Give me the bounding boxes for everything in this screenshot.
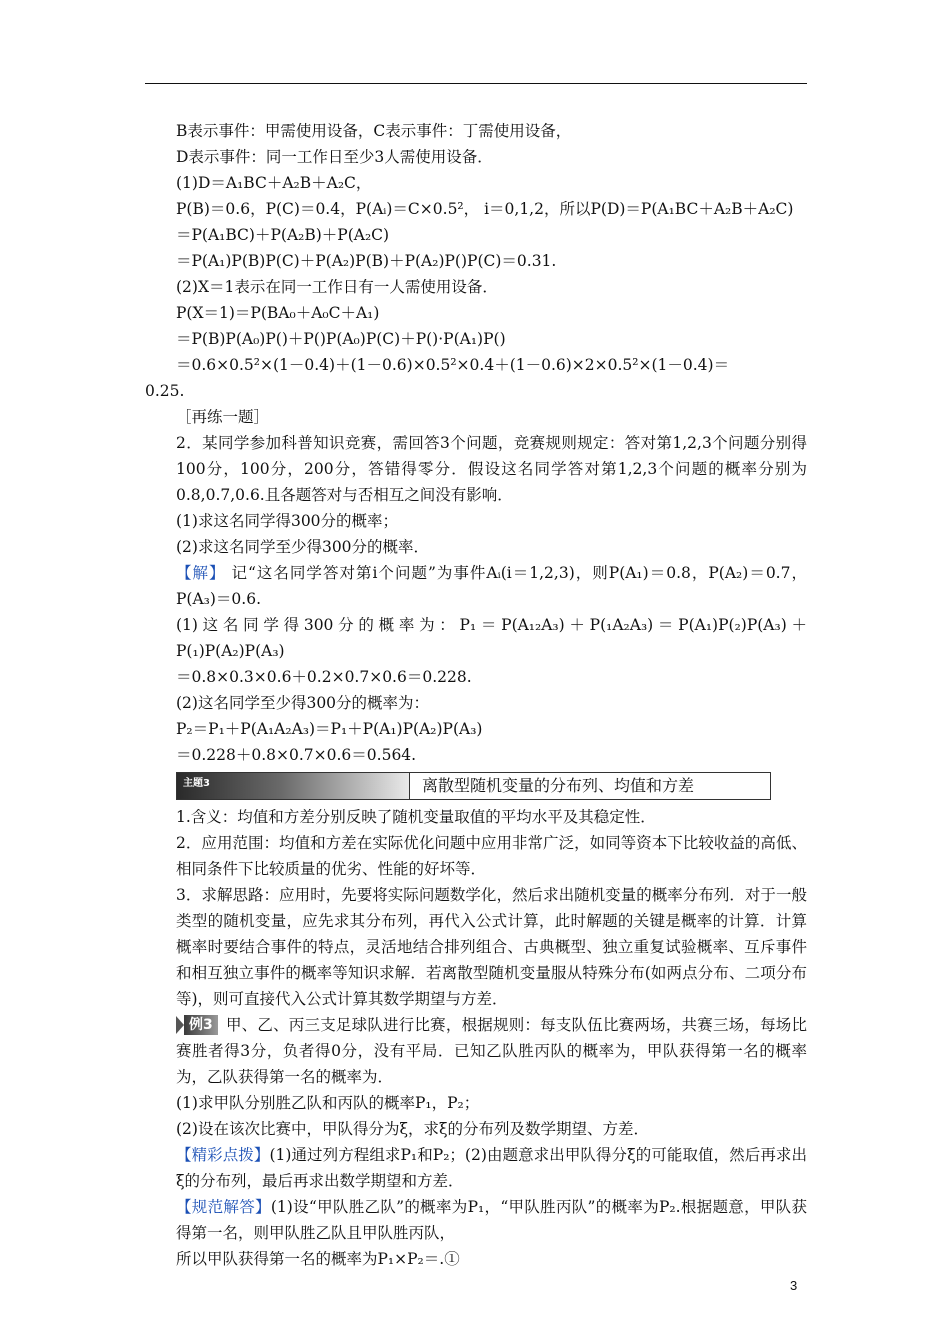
example-label: 例3 xyxy=(184,1015,218,1035)
example-sub: (1)求甲队分别胜乙队和丙队的概率P₁，P₂； xyxy=(176,1094,480,1112)
paragraph: 1.含义：均值和方差分别反映了随机变量取值的平均水平及其稳定性． xyxy=(176,808,656,826)
topic-title: 离散型随机变量的分布列、均值和方差 xyxy=(409,773,770,799)
page-number: 3 xyxy=(790,1278,798,1293)
text-line: ＝P(A₁)P(B)P(C)＋P(A₂)P(B)＋P(A₂)P()P(C)＝0.31. xyxy=(176,252,557,270)
example-text: 甲、乙、丙三支足球队进行比赛，根据规则：每支队伍比赛两场，共赛三场，每场比赛胜者得3分，负者得0分，没有平局．已知乙队胜丙队的概率为，甲队获得第一名的概率为，乙队获得第一名的概率为． xyxy=(176,1016,807,1086)
solution-tag: 【解】 xyxy=(176,564,226,582)
text-line: 0.25. xyxy=(145,382,185,400)
answer-tag: 【规范解答】 xyxy=(176,1198,271,1216)
answer-paragraph xyxy=(145,1194,807,1246)
hint-tag: 【精彩点拨】 xyxy=(176,1146,270,1164)
text-line: (2)X＝1表示在同一工作日有一人需使用设备． xyxy=(176,278,498,296)
solution-line: P₂＝P₁＋P(A₁A₂A₃)＝P₁＋P(A₁)P(A₂)P(A₃) xyxy=(176,720,483,738)
example-badge xyxy=(176,1015,218,1035)
example-paragraph xyxy=(145,1012,807,1090)
text-line: D表示事件：同一工作日至少3人需使用设备． xyxy=(176,148,493,166)
text-line: ＝0.6×0.5²×(1－0.4)＋(1－0.6)×0.5²×0.4＋(1－0.6)×2×0.5²×(1－0.4)＝ xyxy=(176,356,730,374)
solution-line: (1)这名同学得300分的概率为：P₁＝P(A₁₂A₃)＋P(₁A₂A₃)＝P(A₁)P(₂)P(A₃)＋P(₁)P(A₂)P(A₃) xyxy=(176,616,807,660)
solution-text: 记“这名同学答对第i个问题”为事件Aᵢ(i＝1,2,3)，则P(A₁)＝0.8，P(A₂)＝0.7，P(A₃)＝0.6. xyxy=(176,564,807,608)
hint-paragraph xyxy=(145,1142,807,1194)
text-line: P(B)＝0.6，P(C)＝0.4，P(Aᵢ)＝C×0.5²， i＝0,1,2，所以P(D)＝P(A₁BC＋A₂B＋A₂C) xyxy=(176,200,794,218)
solution-line: (2)这名同学至少得300分的概率为： xyxy=(176,694,430,712)
question-sub: (2)求这名同学至少得300分的概率． xyxy=(176,538,430,556)
example-sub: (2)设在该次比赛中，甲队得分为ξ，求ξ的分布列及数学期望、方差． xyxy=(176,1120,650,1138)
question-text: 2．某同学参加科普知识竞赛，需回答3个问题，竞赛规则规定：答对第1,2,3个问题分别得100分，100分，200分，答错得零分．假设这名同学答对第1,2,3个问题的概率分别为0.8,0.7,0.6.且各题答对与否相互之间没有影响． xyxy=(176,434,807,504)
answer-line: 所以甲队获得第一名的概率为P₁×P₂＝.① xyxy=(176,1250,460,1268)
hint-text: (1)通过列方程组求P₁和P₂；(2)由题意求出甲队得分ξ的可能取值，然后再求出ξ的分布列，最后再求出数学期望和方差． xyxy=(176,1146,807,1190)
paragraph: 3．求解思路：应用时，先要将实际问题数学化，然后求出随机变量的概率分布列．对于一般类型的随机变量，应先求其分布列，再代入公式计算，此时解题的关键是概率的计算．计算概率时要结合事件的特点，灵活地结合排列组合、古典概型、独立重复试验概率、互斥事件和相互独立事件的概率等知识求解．若离散型随机变量服从特殊分布(如两点分布、二项分布等)，则可直接代入公式计算其数学期望与方差． xyxy=(176,886,807,1008)
solution-paragraph xyxy=(145,560,807,612)
page-content xyxy=(145,118,807,1272)
solution-line: ＝0.8×0.3×0.6＋0.2×0.7×0.6＝0.228. xyxy=(176,668,472,686)
question-sub: (1)求这名同学得300分的概率； xyxy=(176,512,399,530)
practice-header: ［再练一题］ xyxy=(176,408,270,426)
solution-line: ＝0.228＋0.8×0.7×0.6＝0.564. xyxy=(176,746,417,764)
text-line: (1)D＝A₁BC＋A₂B＋A₂C， xyxy=(176,174,372,192)
text-line: ＝P(A₁BC)＋P(A₂B)＋P(A₂C) xyxy=(176,226,390,244)
header-rule xyxy=(145,83,807,84)
paragraph: 2．应用范围：均值和方差在实际优化问题中应用非常广泛，如同等资本下比较收益的高低、相同条件下比较质量的优劣、性能的好坏等． xyxy=(176,834,807,878)
topic-banner xyxy=(176,772,771,800)
topic-label: 主题3 xyxy=(183,778,210,789)
text-line: B表示事件：甲需使用设备，C表示事件：丁需使用设备， xyxy=(176,122,572,140)
topic-label-box xyxy=(177,773,409,799)
triangle-icon xyxy=(176,1016,184,1034)
text-line: P(X＝1)＝P(BA₀＋A₀C＋A₁) xyxy=(176,304,380,322)
answer-text: (1)设“甲队胜乙队”的概率为P₁，“甲队胜丙队”的概率为P₂.根据题意，甲队获得第一名，则甲队胜乙队且甲队胜丙队， xyxy=(176,1198,807,1242)
text-line: ＝P(B)P(A₀)P()＋P()P(A₀)P(C)＋P()·P(A₁)P() xyxy=(176,330,506,348)
